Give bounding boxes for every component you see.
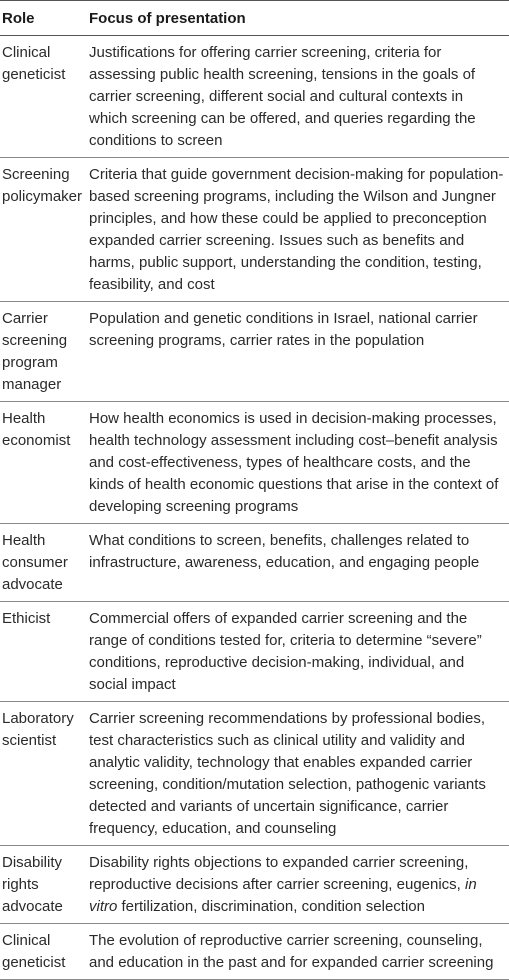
role-cell: Clinical geneticist: [0, 36, 88, 158]
focus-cell: [88, 846, 509, 924]
table-row: [0, 924, 509, 980]
role-cell: Clinical geneticist: [0, 924, 88, 980]
focus-cell: Carrier screening recommendations by professional bodies, test characteristics such as clinical utility and validity and analytic validity, technology that enables expanded carrier screening, condition/mutation selection, pathogenic variants detected and variants of uncertain significance, carrier frequency, education, and counseling: [88, 702, 509, 846]
role-cell: Carrier screening program manager: [0, 302, 88, 402]
focus-text-start: Disability rights objections to expanded carrier screening, reproductive decisions after carrier screening, eugenics,: [89, 854, 469, 893]
focus-text-end: fertilization, discrimination, condition selection: [117, 898, 425, 915]
header-row: [0, 1, 509, 36]
table-row: [0, 524, 509, 602]
table-row: [0, 702, 509, 846]
focus-cell: Population and genetic conditions in Israel, national carrier screening programs, carrier rates in the population: [88, 302, 509, 402]
focus-column-header: Focus of presentation: [88, 1, 509, 36]
role-column-header: Role: [0, 1, 88, 36]
focus-cell: How health economics is used in decision-making processes, health technology assessment including cost–benefit analysis and cost-effectiveness, types of healthcare costs, and the kinds of health economic questions that arise in the context of developing screening programs: [88, 402, 509, 524]
role-cell: Health consumer advocate: [0, 524, 88, 602]
table-body: [0, 36, 509, 980]
role-cell: Disability rights advocate: [0, 846, 88, 924]
focus-text-italic: in vitro: [89, 876, 477, 915]
table-header: [0, 1, 509, 36]
role-cell: Laboratory scientist: [0, 702, 88, 846]
focus-cell: Commercial offers of expanded carrier screening and the range of conditions tested for, criteria to determine “severe” conditions, reproductive decision-making, individual, and social impact: [88, 602, 509, 702]
focus-cell: The evolution of reproductive carrier screening, counseling, and education in the past and for expanded carrier screening: [88, 924, 509, 980]
role-cell: Screening policymaker: [0, 158, 88, 302]
focus-cell: Criteria that guide government decision-making for population-based screening programs, including the Wilson and Jungner principles, and how these could be applied to preconception expanded carrier screening. Issues such as benefits and harms, public support, understanding the condition, testing, feasibility, and cost: [88, 158, 509, 302]
table-row: [0, 36, 509, 158]
role-cell: Health economist: [0, 402, 88, 524]
table-row: [0, 402, 509, 524]
role-cell: Ethicist: [0, 602, 88, 702]
table-row: [0, 158, 509, 302]
table-row: [0, 602, 509, 702]
table-row: [0, 846, 509, 924]
focus-cell: Justifications for offering carrier screening, criteria for assessing public health screening, tensions in the goals of carrier screening, different social and cultural contexts in which screening can be offered, and queries regarding the conditions to screen: [88, 36, 509, 158]
table-row: [0, 302, 509, 402]
focus-cell: What conditions to screen, benefits, challenges related to infrastructure, awareness, education, and engaging people: [88, 524, 509, 602]
